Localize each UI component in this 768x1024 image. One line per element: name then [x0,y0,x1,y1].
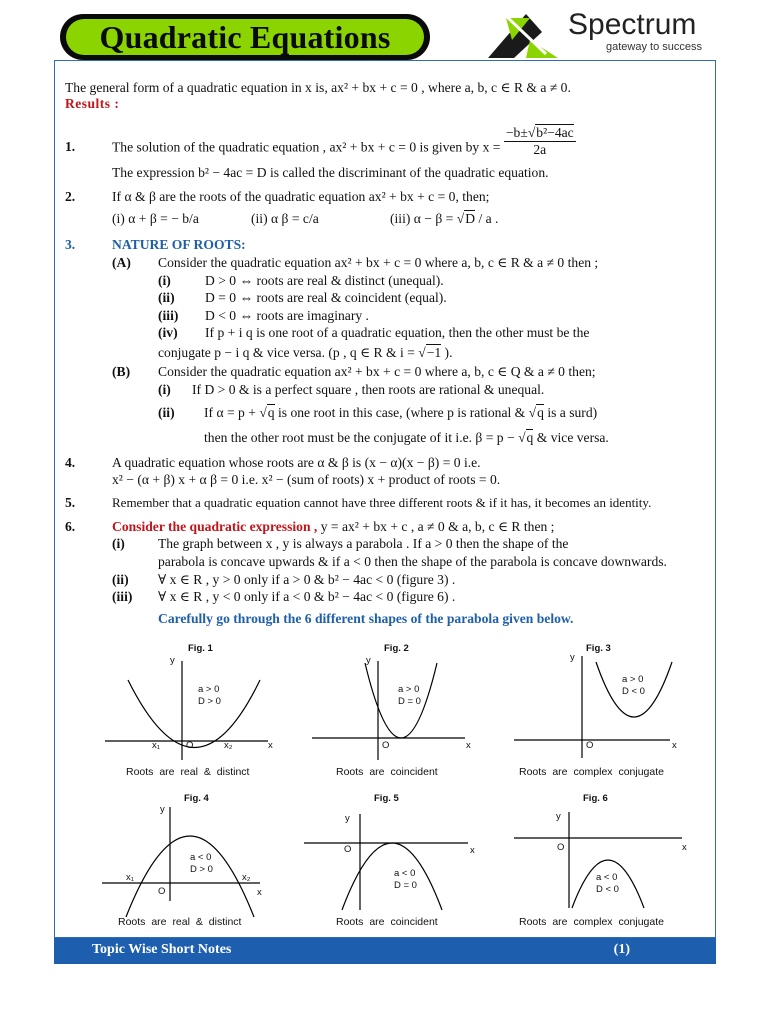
condition-d: D < 0 [596,884,619,895]
parabola-text-2: parabola is concave upwards & if a < 0 then the shape of the parabola is concave downwards. [158,554,667,569]
subsection-a-label: (A) [112,255,131,270]
conjugate-lead: conjugate p − i q & vice versa. (p , q ∈ R & i = [158,345,419,360]
roman-label: (ii) [158,290,175,305]
condition-d: D < 0 [622,686,645,697]
item6-text [112,519,554,535]
condition-text: D > 0 ⇔ roots are real & distinct (unequal). [205,273,444,288]
item2-text: If α & β are the roots of the quadratic equation ax² + bx + c = 0, then; [112,189,490,204]
figure-label: Fig. 6 [583,793,608,804]
footer-bar [54,938,716,964]
roman-label: (i) [112,536,125,551]
root-x1: x₁ [126,872,134,883]
roman-label: (iv) [158,325,178,340]
item1-text [112,125,576,158]
figure-label: Fig. 1 [188,643,213,654]
item6-expression: y = ax² + bx + c , a ≠ 0 & a, b, c ∈ R then ; [317,519,555,534]
formula-num-pre: −b± [505,125,528,140]
formula-num-root: b²−4ac [536,125,574,140]
figure-5-graph [302,812,472,912]
surd-tail: is a surd) [543,405,598,420]
surd-root: q [267,405,275,420]
condition-d: D > 0 [198,696,221,707]
figure-label: Fig. 5 [374,793,399,804]
item-number: 4. [65,455,76,470]
intro-text: The general form of a quadratic equation in x is, ax² + bx + c = 0 , where a, b, c ∈ R & a ≠ 0. [65,80,571,95]
figure-caption: Roots are complex conjugate [519,916,664,928]
condition-text: D < 0 ⇔ roots are imaginary . [205,308,369,323]
figure-caption: Roots are coincident [336,916,438,928]
item-number: 3. [65,237,76,252]
item2-sum: (i) α + β = − b/a [112,211,199,226]
negative-condition: ∀ x ∈ R , y < 0 only if a < 0 & b² − 4ac < 0 (figure 6) . [158,589,456,604]
y-axis-label: y [556,811,561,822]
conjugate-surd-text: then the other root must be the conjugate of it i.e. β = p − √q & vice versa. [204,430,609,445]
condition-a: a > 0 [198,684,220,695]
item5-text: Remember that a quadratic equation cannot have three different roots & if it has, it becomes an identity. [112,495,652,510]
condition-a: a > 0 [398,684,420,695]
title-banner [60,14,430,60]
figure-6-graph [512,810,692,910]
origin-label: O [557,842,565,853]
subsection-b-text: Consider the quadratic equation ax² + bx + c = 0 where a, b, c ∈ Q & a ≠ 0 then; [158,364,596,379]
x-axis-label: x [470,845,475,856]
figure-3-graph [512,652,682,762]
figure-label: Fig. 2 [384,643,409,654]
item4-text: A quadratic equation whose roots are α & β is (x − α)(x − β) = 0 i.e. [112,455,481,470]
item4-text-2: x² − (α + β) x + α β = 0 i.e. x² − (sum of roots) x + product of roots = 0. [112,472,501,487]
roman-label: (i) [158,382,171,397]
condition-d: D = 0 [394,880,417,891]
surd-mid: is one root in this case, (where p is rational & [274,405,529,420]
origin-label: O [344,844,352,855]
figure-caption: Roots are complex conjugate [519,766,664,778]
brand-tagline: gateway to success [606,41,702,53]
item6-heading: Consider the quadratic expression , [112,519,318,534]
item2-diff-tail: / a . [475,211,499,226]
brand-name: Spectrum [568,8,697,41]
y-axis-label: y [570,652,575,663]
conjugate-root: −1 [426,345,442,360]
condition-d: D = 0 [398,696,421,707]
item2-difference: (iii) α − β = √D / a . [390,211,499,226]
roman-label: (iii) [158,308,179,323]
figure-label: Fig. 4 [184,793,209,804]
condition-text: If p + i q is one root of a quadratic equation, then the other must be the [205,325,590,340]
roman-label: (ii) [158,405,175,420]
surd-lead: If α = p + [204,405,260,420]
nature-of-roots-heading: NATURE OF ROOTS: [112,237,246,252]
figure-caption: Roots are coincident [336,766,438,778]
item2-diff-root: D [465,211,476,226]
y-axis-label: y [170,655,175,666]
item-number: 1. [65,139,76,154]
parabola-curve [126,836,254,917]
x-axis-label: x [268,740,273,751]
condition-text: D = 0 ⇔ roots are real & coincident (equal). [205,290,447,305]
conj-surd-lead: then the other root must be the conjugate of it i.e. β = p − [204,430,519,445]
y-axis-label: y [366,655,371,666]
item1-lead: The solution of the quadratic equation , ax² + bx + c = 0 is given by x = [112,139,501,155]
figure-2-graph [310,655,470,765]
root-x2: x₂ [242,872,251,883]
origin-label: O [186,740,194,751]
page-title: Quadratic Equations [99,18,391,55]
figure-label: Fig. 3 [586,643,611,654]
roman-label: (iii) [112,589,133,604]
condition-a: a < 0 [190,852,212,863]
figure-caption: Roots are real & distinct [126,766,250,778]
item-number: 2. [65,189,76,204]
quadratic-formula [504,125,576,158]
x-axis-label: x [672,740,677,751]
x-axis-label: x [257,887,262,898]
condition-text: If D > 0 & is a perfect square , then roots are rational & unequal. [192,382,545,397]
conj-surd-root: q [526,430,534,445]
origin-label: O [382,740,390,751]
figure-caption: Roots are real & distinct [118,916,242,928]
x-axis-label: x [682,842,687,853]
formula-numerator: −b±√b²−4ac [505,125,574,140]
subsection-b-label: (B) [112,364,131,379]
condition-a: a < 0 [394,868,416,879]
item1-discriminant: The expression b² − 4ac = D is called the discriminant of the quadratic equation. [112,165,549,180]
results-heading: Results : [65,96,120,111]
subsection-a-text: Consider the quadratic equation ax² + bx + c = 0 where a, b, c ∈ R & a ≠ 0 then ; [158,255,599,270]
formula-denominator: 2a [533,142,547,157]
surd-root-text: If α = p + √q is one root in this case, (where p is rational & √q is a surd) [204,405,598,420]
root-x1: x₁ [152,740,160,751]
parabola-curve [342,843,442,910]
shapes-note: Carefully go through the 6 different shapes of the parabola given below. [158,611,574,626]
y-axis-label: y [160,804,165,815]
item-number: 6. [65,519,76,534]
page-number: (1) [613,942,630,957]
surd-root-2: q [537,405,544,420]
item2-product: (ii) α β = c/a [251,211,319,226]
conjugate-text: conjugate p − i q & vice versa. (p , q ∈ R & i = √−1 ). [158,345,453,360]
condition-d: D > 0 [190,864,213,875]
condition-a: a > 0 [622,674,644,685]
origin-label: O [158,886,166,897]
root-x2: x₂ [224,740,233,751]
conj-surd-tail: & vice versa. [533,430,609,445]
positive-condition: ∀ x ∈ R , y > 0 only if a > 0 & b² − 4ac < 0 (figure 3) . [158,572,456,587]
roman-label: (i) [158,273,171,288]
title-inner [66,19,424,55]
item-number: 5. [65,495,76,510]
roman-label: (ii) [112,572,129,587]
condition-a: a < 0 [596,872,618,883]
figure-4-graph [98,805,278,905]
origin-label: O [586,740,594,751]
x-axis-label: x [466,740,471,751]
y-axis-label: y [345,813,350,824]
item2-diff-lead: (iii) α − β = [390,211,457,226]
parabola-curve [128,680,260,748]
conjugate-end: ). [441,345,453,360]
parabola-text: The graph between x , y is always a parabola . If a > 0 then the shape of the [158,536,569,551]
footer-title: Topic Wise Short Notes [92,942,232,957]
